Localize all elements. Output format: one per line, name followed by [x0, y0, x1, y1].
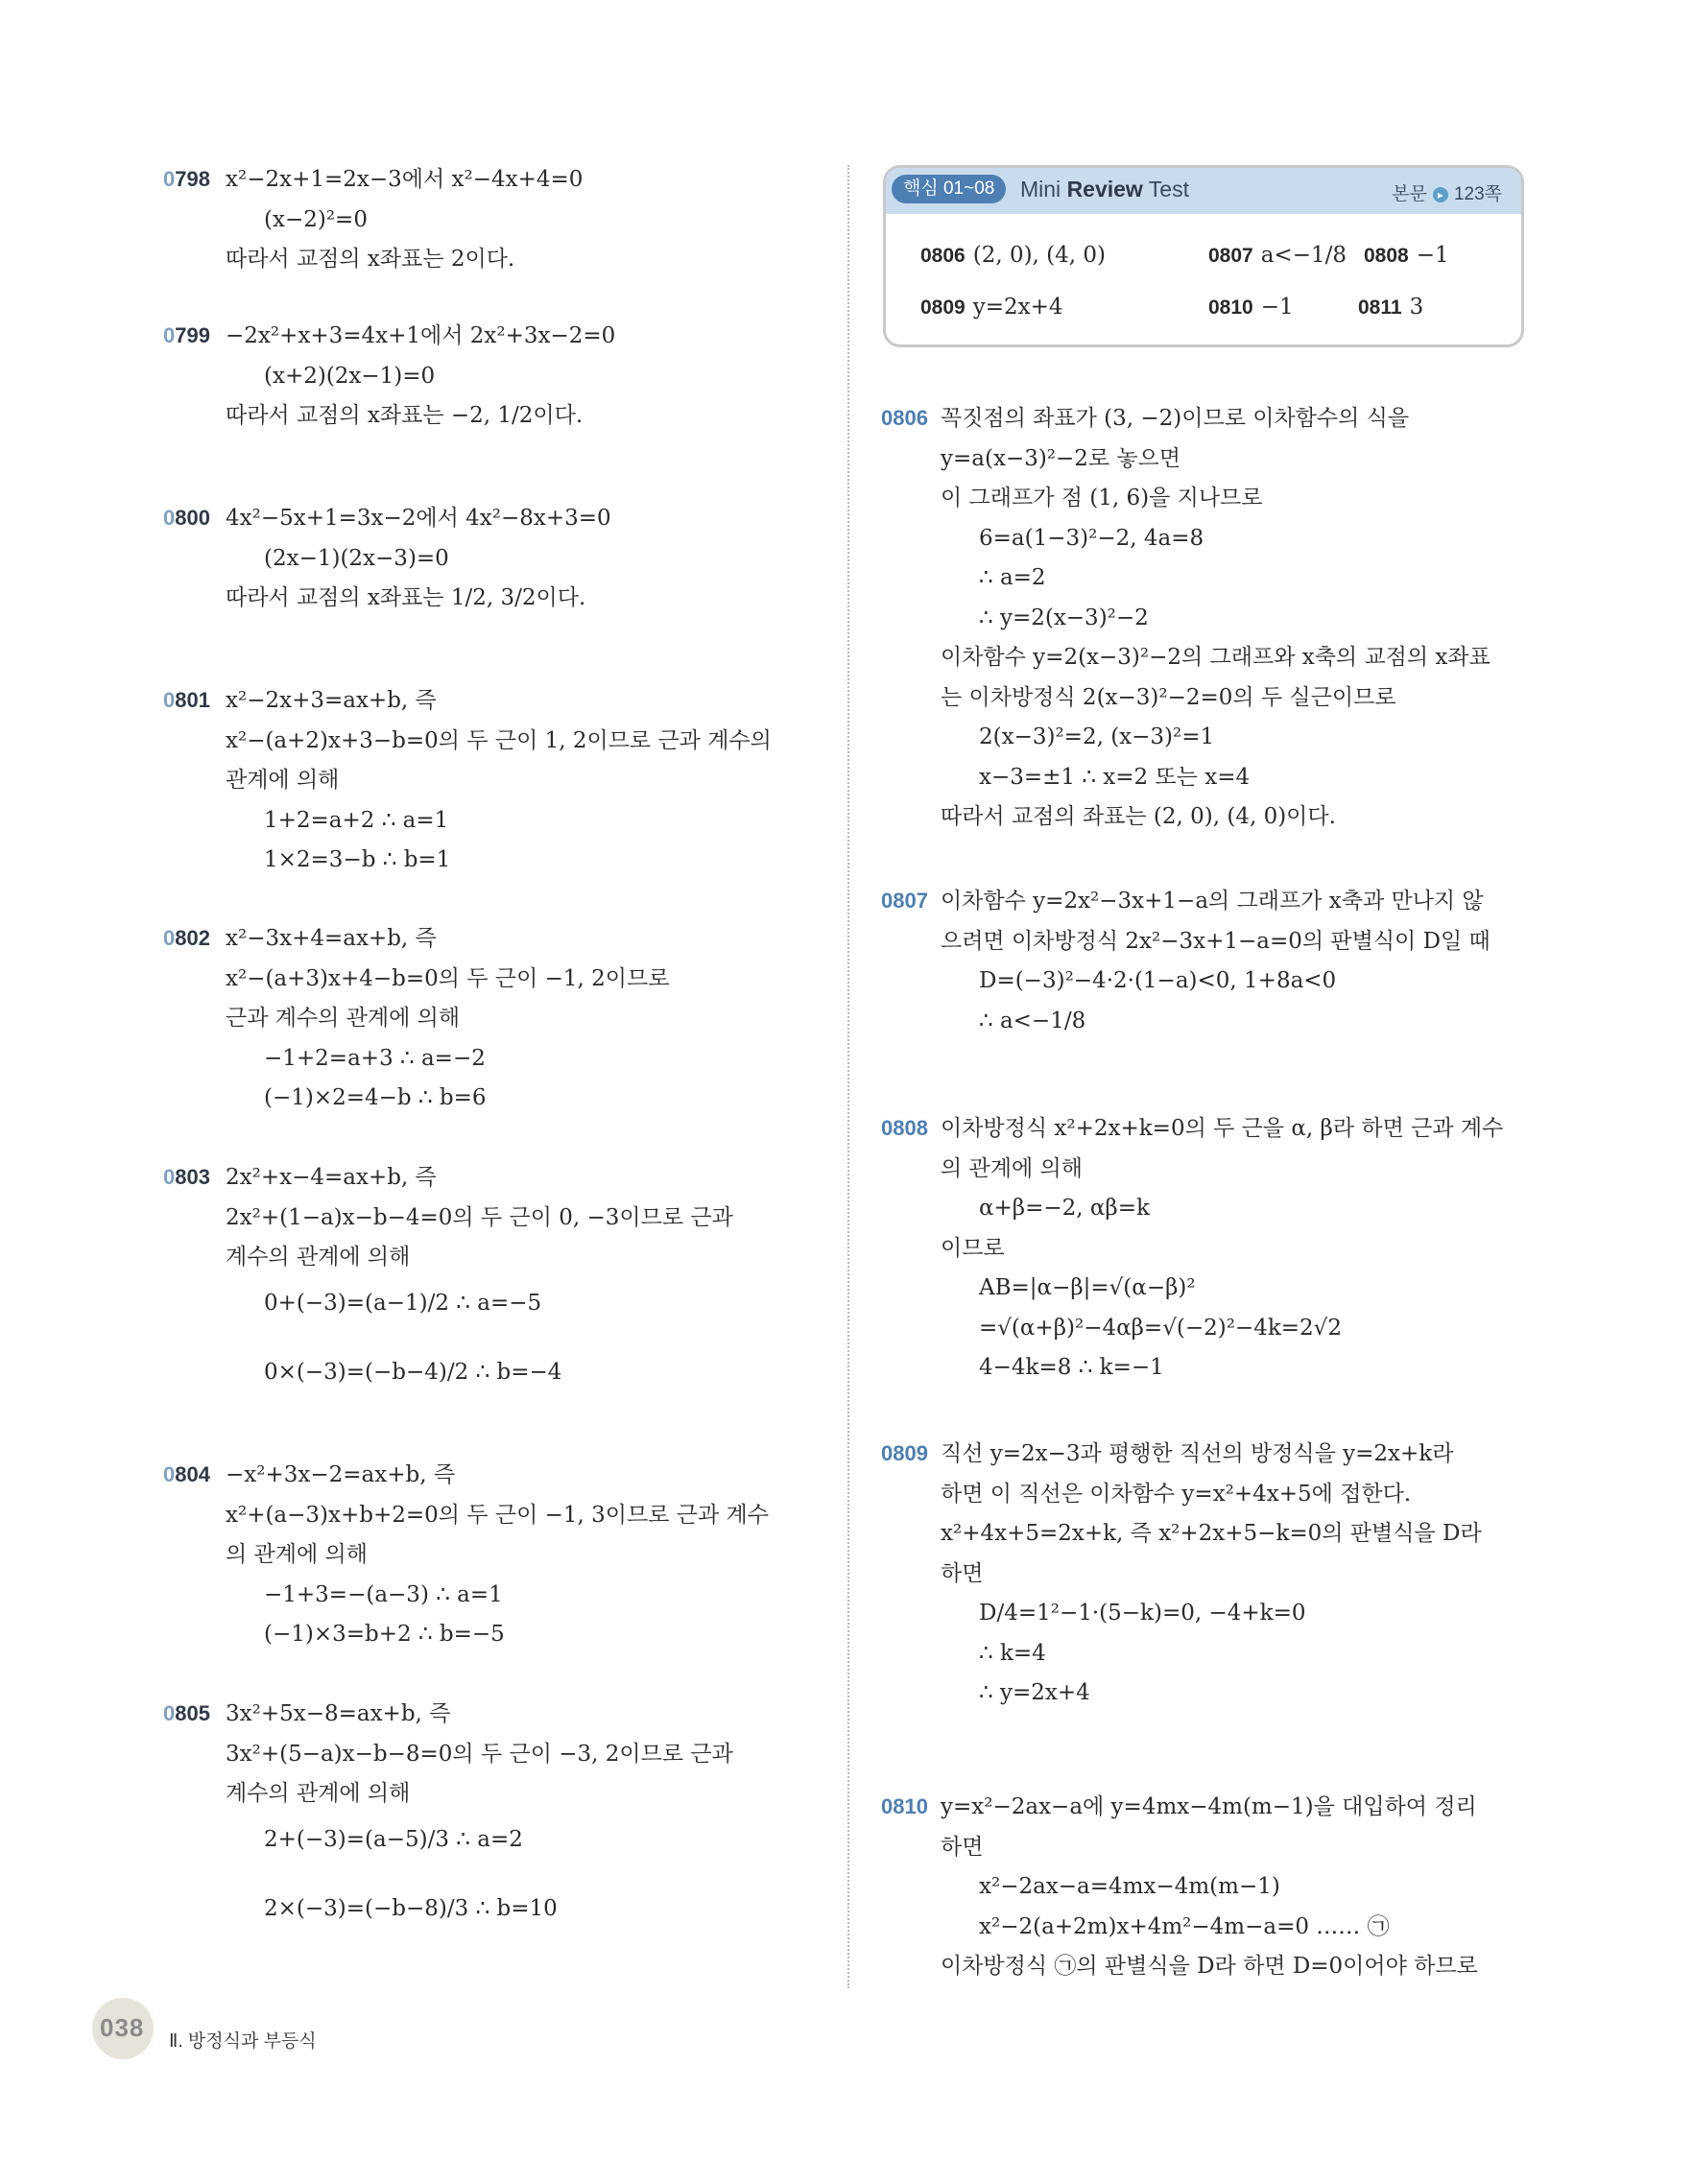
problem-number-prefix: 0 [163, 688, 176, 712]
solution-line: y=a(x−3)²−2로 놓으면 [941, 445, 1181, 471]
solution-line: 1+2=a+2 ∴ a=1 [264, 807, 449, 833]
answer-0809: 0809 y=2x+4 [920, 295, 1063, 320]
solution-line: 의 관계에 의해 [226, 1542, 368, 1567]
problem-number [163, 1163, 210, 1192]
problem-number-prefix: 0 [163, 1462, 176, 1486]
solution-line: 하면 [941, 1560, 984, 1586]
solution-line: 2(x−3)²=2, (x−3)²=1 [979, 724, 1215, 749]
solution-line: x²−3x+4=ax+b, 즉 [226, 926, 437, 951]
review-header [886, 168, 1521, 214]
solution-line: 이므로 [941, 1235, 1005, 1261]
solution-line: 직선 y=2x−3과 평행한 직선의 방정식을 y=2x+k라 [941, 1441, 1454, 1466]
solution-line: 이차방정식 x²+2x+k=0의 두 근을 α, β라 하면 근과 계수 [941, 1116, 1504, 1141]
problem-number [163, 1699, 210, 1728]
solution-line: (x+2)(2x−1)=0 [264, 363, 436, 389]
problem-number: 0808 [881, 1116, 928, 1140]
solution-line: −x²+3x−2=ax+b, 즉 [226, 1462, 456, 1487]
problem-number: 0806 [881, 406, 928, 430]
solution-line: 0×(−3)=(−b−4)/2 ∴ b=−4 [264, 1359, 562, 1385]
solution-line: 1×2=3−b ∴ b=1 [264, 847, 451, 872]
solution-line: ∴ a=2 [979, 565, 1046, 590]
solution-line: x−3=±1 ∴ x=2 또는 x=4 [979, 764, 1251, 790]
problem-number [163, 321, 210, 350]
problem-number-prefix: 0 [163, 506, 176, 530]
solution-line: 하면 이 직선은 이차함수 y=x²+4x+5에 접한다. [941, 1481, 1412, 1507]
solution-line: (−1)×3=b+2 ∴ b=−5 [264, 1622, 505, 1647]
solution-line: 2x²+x−4=ax+b, 즉 [226, 1165, 437, 1190]
problem-number: 0809 [881, 1441, 928, 1465]
column-divider [847, 165, 849, 1988]
problem-number [163, 686, 210, 715]
solution-line: (−1)×2=4−b ∴ b=6 [264, 1085, 487, 1110]
review-tag: 핵심 01~08 [892, 175, 1006, 203]
solution-line: 이 그래프가 점 (1, 6)을 지나므로 [941, 486, 1263, 510]
solution-line: 4x²−5x+1=3x−2에서 4x²−8x+3=0 [226, 506, 611, 531]
solution-line: 이차방정식 ㉠의 판별식을 D라 하면 D=0이어야 하므로 [941, 1954, 1478, 1979]
problem-number-digits: 803 [175, 1165, 210, 1189]
problem-number-digits: 802 [175, 926, 210, 950]
solution-line: (2x−1)(2x−3)=0 [264, 545, 449, 571]
solution-line: 따라서 교점의 x좌표는 1/2, 3/2이다. [226, 585, 586, 610]
review-reference: 본문 ▸ 123쪽 [1392, 184, 1502, 204]
solution-line: −1+2=a+3 ∴ a=−2 [264, 1045, 486, 1071]
problem-number-digits: 799 [175, 323, 210, 347]
solution-line: 0+(−3)=(a−1)/2 ∴ a=−5 [264, 1290, 542, 1316]
problem-number-prefix: 0 [163, 1701, 176, 1725]
solution-line: 근과 계수의 관계에 의해 [226, 1006, 461, 1031]
answer-0806: 0806 (2, 0), (4, 0) [920, 243, 1107, 268]
solution-line: 계수의 관계에 의해 [226, 1245, 411, 1270]
solution-line: 는 이차방정식 2(x−3)²−2=0의 두 실근이므로 [941, 684, 1396, 710]
problem-number [163, 504, 210, 533]
solution-line: α+β=−2, αβ=k [979, 1196, 1150, 1221]
solution-line: x²+(a−3)x+b+2=0의 두 근이 −1, 3이므로 근과 계수 [226, 1502, 769, 1528]
solution-line: 꼭짓점의 좌표가 (3, −2)이므로 이차함수의 식을 [941, 406, 1410, 431]
solution-line: x²−2x+3=ax+b, 즉 [226, 688, 437, 713]
solution-line: (x−2)²=0 [264, 206, 368, 232]
solution-line: ∴ y=2(x−3)²−2 [979, 605, 1149, 630]
problem-number-digits: 801 [175, 688, 210, 712]
problem-number [163, 924, 210, 953]
solution-line: D/4=1²−1·(5−k)=0, −4+k=0 [979, 1601, 1306, 1626]
solution-line: ∴ a<−1/8 [979, 1008, 1086, 1033]
problem-number-prefix: 0 [163, 323, 176, 347]
solution-line: 따라서 교점의 좌표는 (2, 0), (4, 0)이다. [941, 804, 1336, 829]
solution-line: ∴ y=2x+4 [979, 1680, 1090, 1705]
solution-line: y=x²−2ax−a에 y=4mx−4m(m−1)을 대입하여 정리 [941, 1794, 1477, 1819]
solution-line: 3x²+(5−a)x−b−8=0의 두 근이 −3, 2이므로 근과 [226, 1741, 733, 1767]
solution-line: −2x²+x+3=4x+1에서 2x²+3x−2=0 [226, 323, 616, 348]
problem-number-digits: 805 [175, 1701, 210, 1725]
problem-number: 0810 [881, 1794, 928, 1818]
solution-line: x²−2ax−a=4mx−4m(m−1) [979, 1874, 1280, 1899]
problem-number [163, 1460, 210, 1489]
answer-0811: 0811 3 [1358, 295, 1424, 320]
solution-line: =√(α+β)²−4αβ=√(−2)²−4k=2√2 [979, 1315, 1342, 1341]
problem-number: 0807 [881, 889, 928, 913]
solution-line: ∴ k=4 [979, 1640, 1046, 1666]
mini-review-test-box [883, 165, 1524, 347]
solution-line: 계수의 관계에 의해 [226, 1781, 411, 1806]
review-title: Mini Review Test [1020, 177, 1189, 202]
solution-line: 이차함수 y=2(x−3)²−2의 그래프와 x축의 교점의 x좌표 [941, 645, 1490, 670]
solution-line: 이차함수 y=2x²−3x+1−a의 그래프가 x축과 만나지 않 [941, 889, 1484, 914]
problem-number-digits: 804 [175, 1462, 210, 1486]
solution-line: x²−2x+1=2x−3에서 x²−4x+4=0 [226, 167, 584, 192]
solution-line: 따라서 교점의 x좌표는 −2, 1/2이다. [226, 403, 584, 428]
solution-line: 2x²+(1−a)x−b−4=0의 두 근이 0, −3이므로 근과 [226, 1204, 733, 1230]
problem-number-prefix: 0 [163, 1165, 176, 1189]
solution-line: D=(−3)²−4·2·(1−a)<0, 1+8a<0 [979, 968, 1337, 993]
solution-line: 의 관계에 의해 [941, 1155, 1083, 1181]
answer-0810: 0810 −1 [1208, 295, 1294, 320]
solution-line: 4−4k=8 ∴ k=−1 [979, 1355, 1164, 1380]
solution-line: 2+(−3)=(a−5)/3 ∴ a=2 [264, 1826, 523, 1852]
solution-line: 하면 [941, 1834, 984, 1860]
arrow-right-icon: ▸ [1433, 187, 1448, 202]
chapter-title: Ⅱ. 방정식과 부등식 [169, 2031, 317, 2052]
answer-0808: 0808 −1 [1364, 243, 1449, 268]
solution-line: 6=a(1−3)²−2, 4a=8 [979, 525, 1204, 551]
problem-number-prefix: 0 [163, 167, 176, 191]
solution-line: x²−(a+2)x+3−b=0의 두 근이 1, 2이므로 근과 계수의 [226, 727, 772, 753]
problem-number-digits: 800 [175, 506, 210, 530]
solution-line: −1+3=−(a−3) ∴ a=1 [264, 1581, 503, 1607]
answer-0807: 0807 a<−1/8 [1208, 243, 1347, 268]
solution-line: 관계에 의해 [226, 768, 340, 793]
solution-line: 으려면 이차방정식 2x²−3x+1−a=0의 판별식이 D일 때 [941, 928, 1490, 954]
problem-number-prefix: 0 [163, 926, 176, 950]
solution-line: 3x²+5x−8=ax+b, 즉 [226, 1701, 451, 1726]
solution-line: x²−2(a+2m)x+4m²−4m−a=0 …… ㉠ [979, 1913, 1390, 1939]
solution-line: x²+4x+5=2x+k, 즉 x²+2x+5−k=0의 판별식을 D라 [941, 1521, 1482, 1546]
problem-number-digits: 798 [175, 167, 210, 191]
solution-line: AB=|α−β|=√(α−β)² [979, 1275, 1196, 1300]
solution-line: 따라서 교점의 x좌표는 2이다. [226, 247, 515, 272]
problem-number [163, 165, 210, 194]
solution-line: 2×(−3)=(−b−8)/3 ∴ b=10 [264, 1895, 558, 1921]
solution-line: x²−(a+3)x+4−b=0의 두 근이 −1, 2이므로 [226, 965, 670, 991]
page-number: 038 [100, 2013, 145, 2042]
